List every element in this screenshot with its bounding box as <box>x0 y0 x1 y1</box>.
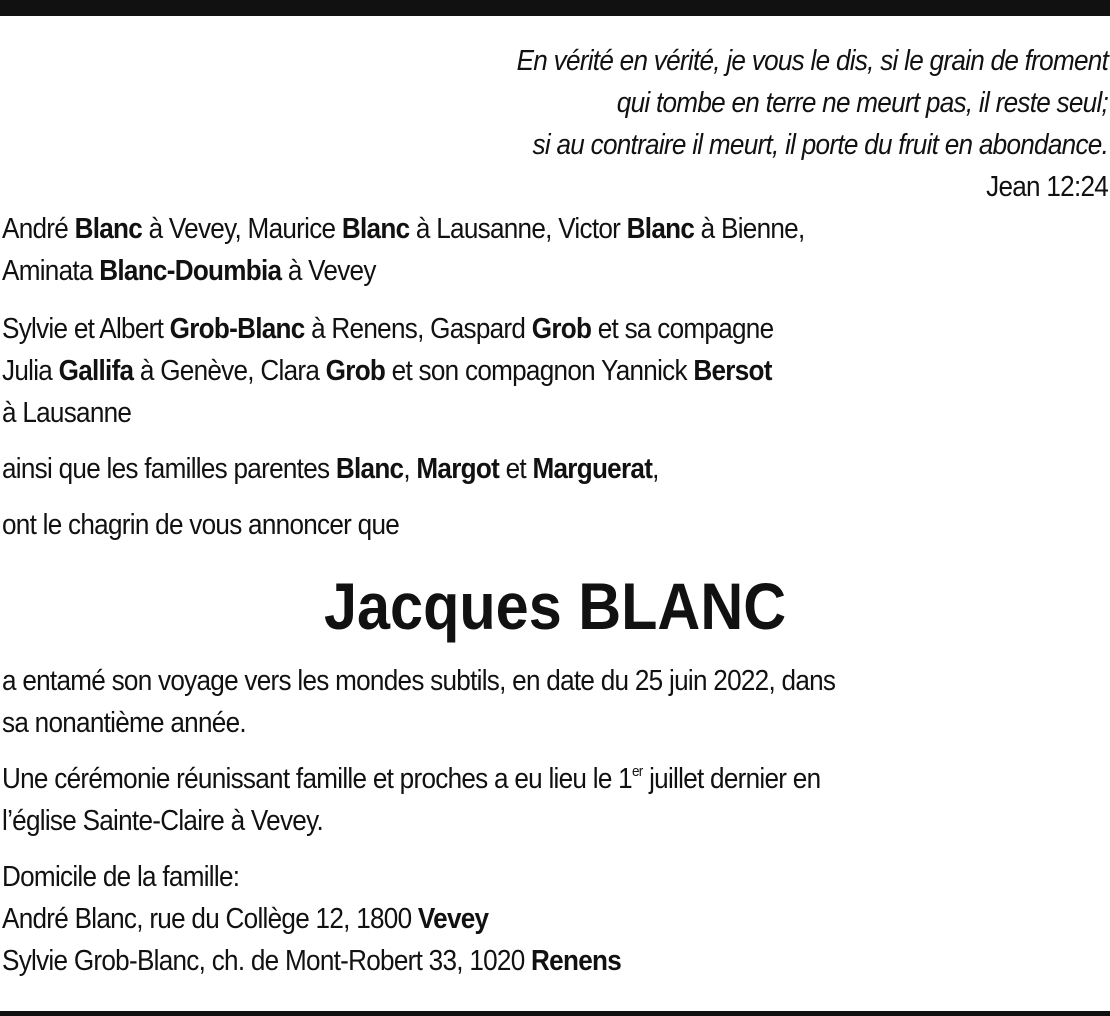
announcement: ont le chagrin de vous annoncer que <box>2 509 400 541</box>
related-families: ainsi que les familles parentes Blanc, Margot et Marguerat, <box>2 453 659 485</box>
family-line: à Lausanne <box>2 397 132 429</box>
domicile-address: André Blanc, rue du Collège 12, 1800 Vevey <box>2 903 489 935</box>
family-group-2 <box>2 308 1108 434</box>
obituary-notice <box>2 40 1108 982</box>
top-rule <box>0 0 1110 16</box>
passing-text: a entamé son voyage vers les mondes subtils, en date du 25 juin 2022, dans sa nonantième année. <box>2 665 836 739</box>
domicile-heading: Domicile de la famille: <box>2 861 240 893</box>
verse-line-2: qui tombe en terre ne meurt pas, il reste seul; <box>616 87 1109 119</box>
bottom-rule <box>0 1011 1110 1016</box>
family-line: André Blanc à Vevey, Maurice Blanc à Lausanne, Victor Blanc à Bienne, <box>2 213 805 245</box>
deceased-name: Jacques BLANC <box>323 569 787 643</box>
family-line: Aminata Blanc-Doumbia à Vevey <box>2 255 376 287</box>
verse-line-3: si au contraire il meurt, il porte du fruit en abondance. <box>532 129 1109 161</box>
verse-line-1: En vérité en vérité, je vous le dis, si le grain de froment <box>516 45 1109 77</box>
domicile-address: Sylvie Grob-Blanc, ch. de Mont-Robert 33, 1020 Renens <box>2 945 622 977</box>
family-domicile <box>2 856 1108 982</box>
family-line: Julia Gallifa à Genève, Clara Grob et son compagnon Yannick Bersot <box>2 355 772 387</box>
family-line: Sylvie et Albert Grob-Blanc à Renens, Gaspard Grob et sa compagne <box>2 313 774 345</box>
family-group-1 <box>2 208 1108 292</box>
verse-reference: Jean 12:24 <box>986 171 1109 203</box>
bible-verse <box>2 40 1108 208</box>
ceremony-text: Une cérémonie réunissant famille et proches a eu lieu le 1er juillet dernier en l’église Sainte-Claire à Vevey. <box>2 763 821 837</box>
